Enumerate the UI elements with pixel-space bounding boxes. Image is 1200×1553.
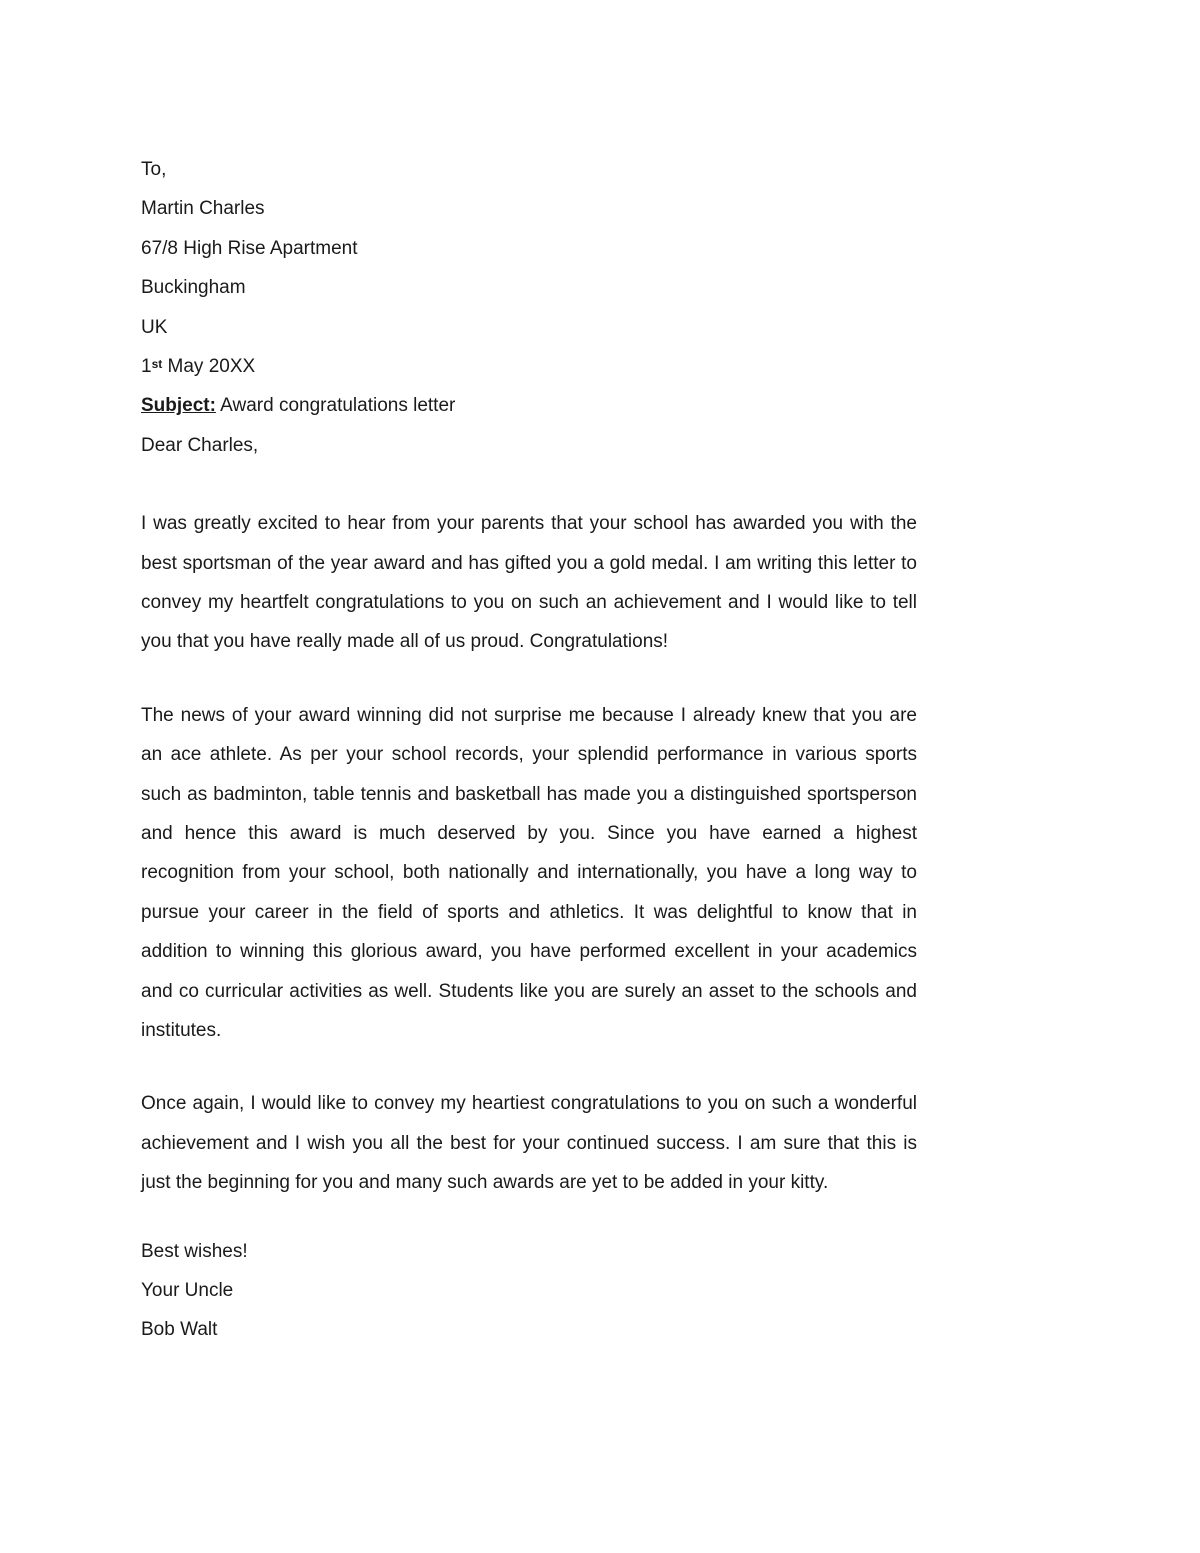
date-line	[141, 352, 917, 391]
body-paragraph-1: I was greatly excited to hear from your parents that your school has awarded you with the best sportsman of the year award and has gifted you a gold medal. I am writing this letter to convey my heartfelt congratulations to you on such an achievement and I would like to tell you that you have really made all of us proud. Congratulations!	[141, 513, 917, 653]
salutation: Dear Charles,	[141, 434, 259, 456]
sender-name: Bob Walt	[141, 1319, 218, 1341]
body-paragraph-3: Once again, I would like to convey my heartiest congratulations to you on such a wonderful achievement and I wish you all the best for your continued success. I am sure that this is just the beginning for you and many such awards are yet to be added in your kitty.	[141, 1093, 917, 1194]
date-rest: May 20XX	[162, 355, 256, 377]
to-label: To,	[141, 159, 167, 180]
address-line-2: Buckingham	[141, 277, 246, 299]
subject-label: Subject:	[141, 395, 216, 417]
date-day: 1	[141, 355, 152, 377]
country: UK	[141, 316, 168, 338]
recipient-name: Martin Charles	[141, 198, 265, 220]
subject-text: Award congratulations letter	[215, 395, 456, 417]
body-paragraph-2: The news of your award winning did not surprise me because I already knew that you are an ace athlete. As per your school records, your splendid performance in various sports such as badminton, table tennis and basketball has made you a distinguished sportsperson and hence this award is much deserved by you. Since you have earned a highest recognition from your school, both nationally and internationally, you have a long way to pursue your career in the field of sports and athletics. It was delightful to know that in addition to winning this glorious award, you have performed excellent in your academics and co curricular activities as well. Students like you are surely an asset to the schools and institutes.	[141, 704, 917, 1041]
letter-page	[141, 155, 917, 1355]
address-line-1: 67/8 High Rise Apartment	[141, 237, 358, 259]
closing: Best wishes!	[141, 1240, 248, 1262]
relation: Your Uncle	[141, 1280, 234, 1302]
subject-line	[141, 391, 917, 430]
date-suffix: st	[151, 356, 163, 371]
